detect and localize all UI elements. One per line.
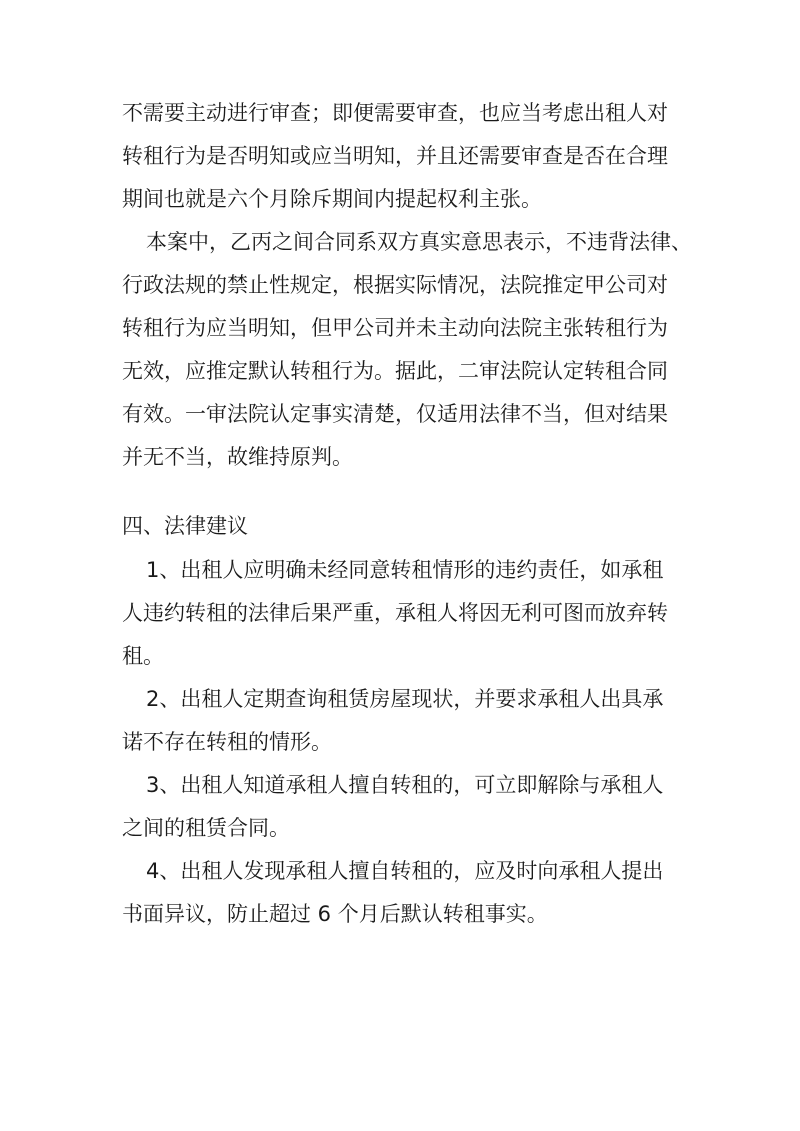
list-item-line: 之间的租赁合同。 [122,816,290,840]
paragraph-line: 无效，应推定默认转租行为。据此，二审法院认定转租合同 [122,359,668,383]
list-item-line: 4、出租人发现承租人擅自转租的，应及时向承租人提出 [146,859,664,883]
paragraph-line: 转租行为是否明知或应当明知，并且还需要审查是否在合理 [122,144,668,168]
list-item-line: 租。 [122,644,164,668]
paragraph-line: 期间也就是六个月除斥期间内提起权利主张。 [122,187,542,211]
list-item-line: 1、出租人应明确未经同意转租情形的违约责任，如承租 [146,558,664,582]
list-item-line: 2、出租人定期查询租赁房屋现状，并要求承租人出具承 [146,687,664,711]
list-item-line: 诺不存在转租的情形。 [122,730,332,754]
paragraph-line: 转租行为应当明知，但甲公司并未主动向法院主张转租行为 [122,316,668,340]
list-item-line: 人违约转租的法律后果严重，承租人将因无利可图而放弃转 [122,601,668,625]
paragraph-line: 本案中，乙丙之间合同系双方真实意思表示，不违背法律、 [146,230,692,254]
paragraph-line: 并无不当，故维持原判。 [122,445,353,469]
paragraph-line: 行政法规的禁止性规定，根据实际情况，法院推定甲公司对 [122,273,668,297]
list-item-line: 3、出租人知道承租人擅自转租的，可立即解除与承租人 [146,773,664,797]
paragraph-line: 不需要主动进行审查；即便需要审查，也应当考虑出租人对 [122,101,668,125]
section-heading: 四、法律建议 [122,514,248,538]
paragraph-line: 有效。一审法院认定事实清楚，仅适用法律不当，但对结果 [122,402,668,426]
list-item-line: 书面异议，防止超过 6 个月后默认转租事实。 [122,902,548,926]
